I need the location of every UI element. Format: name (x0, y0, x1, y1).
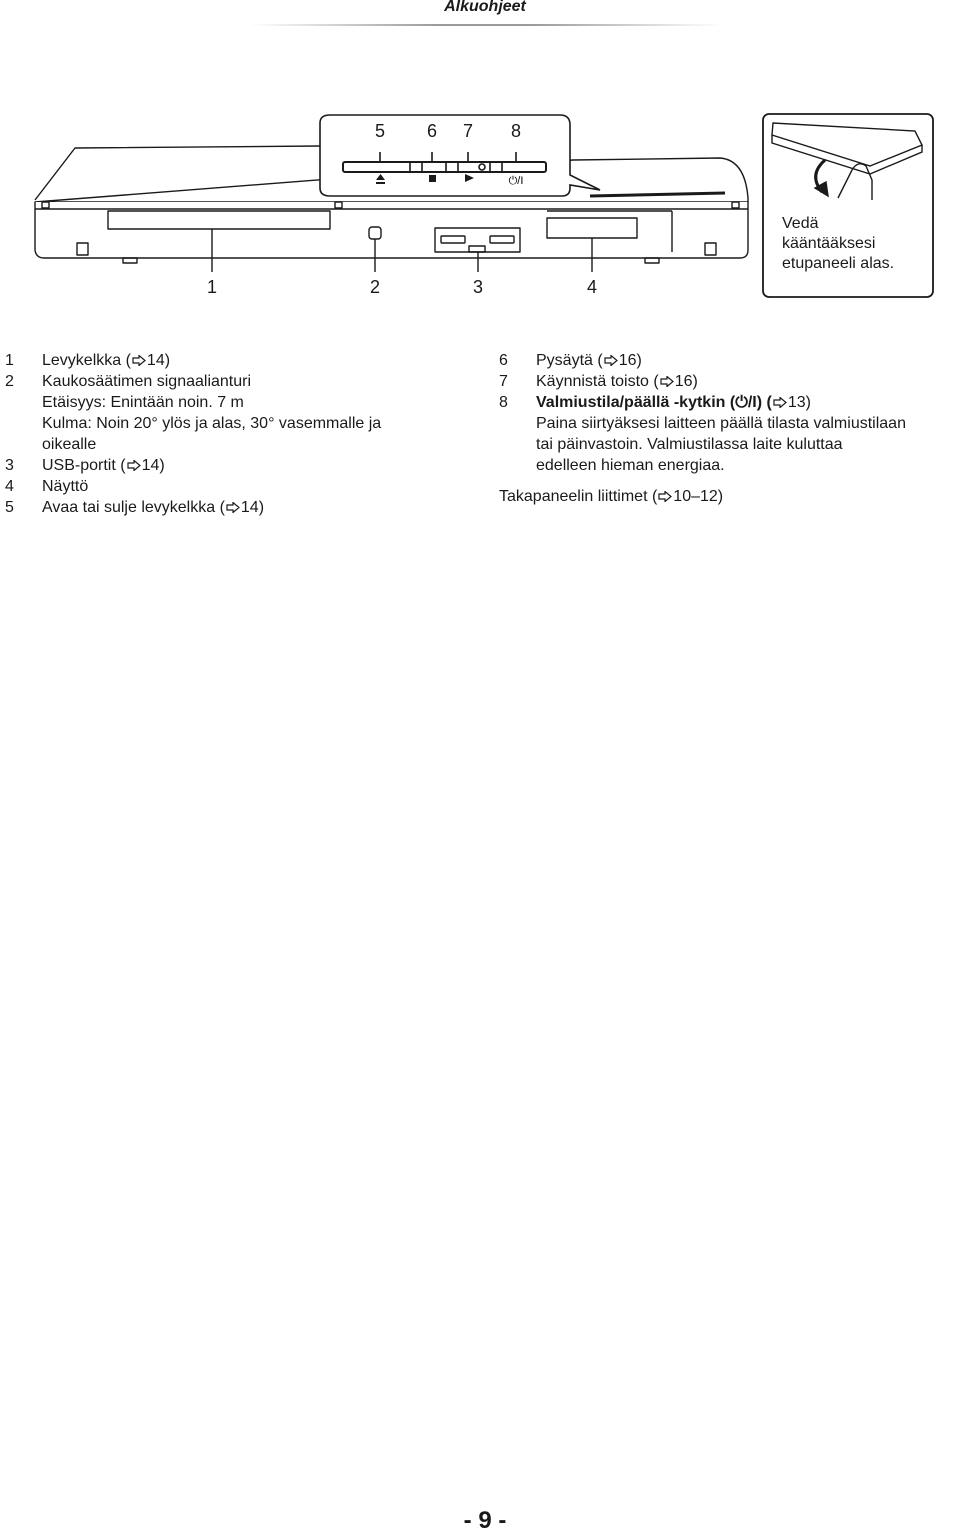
legend-text: Etäisyys: Enintään noin. 7 m (42, 394, 244, 411)
legend-item: 6 Pysäytä ( 16) (499, 352, 642, 369)
inset-caption-line: kääntääksesi (782, 235, 876, 252)
button-callout-box (320, 115, 600, 196)
legend-text: oikealle (42, 436, 97, 453)
legend-text: edelleen hieman energiaa. (536, 457, 725, 474)
page-ref: 14 (141, 457, 160, 474)
legend-text: Valmiustila/päällä -kytkin (⏻/I) ( (536, 394, 772, 411)
legend-number: 4 (5, 478, 14, 495)
page-ref: 13 (787, 394, 806, 411)
right-legend-column (499, 350, 959, 507)
inset-caption-line: Vedä (782, 215, 819, 232)
legend-number: 1 (5, 352, 14, 369)
legend-text: Takapaneelin liittimet ( (499, 488, 658, 505)
inset-caption-line: etupaneeli alas. (782, 255, 895, 272)
button-number: 6 (426, 121, 438, 141)
page-ref: 10–12 (673, 488, 718, 505)
device-front-illustration (0, 105, 960, 305)
stop-icon (429, 175, 436, 182)
page-header-title: Alkuohjeet (444, 0, 526, 15)
button-number: 7 (462, 121, 474, 141)
legend-number: 8 (499, 394, 508, 411)
player-foot-right (645, 258, 659, 263)
legend-text: Pysäytä ( (536, 352, 603, 369)
page-ref: 16 (674, 373, 693, 390)
legend-text: Näyttö (42, 478, 89, 495)
legend-number: 2 (5, 373, 14, 390)
callout-number: 2 (369, 277, 381, 297)
page-ref-arrow-icon (660, 376, 674, 387)
page-number: - 9 - (463, 1507, 507, 1534)
legend-item: 7 Käynnistä toisto ( 16) (499, 373, 698, 390)
legend-text: Käynnistä toisto ( (536, 373, 659, 390)
legend-number: 3 (5, 457, 14, 474)
legend-text: Paina siirtyäksesi laitteen päällä tilasta valmiustilaan (536, 415, 906, 432)
legend-item (5, 476, 465, 497)
player-foot-left (123, 258, 137, 263)
page-ref: 16 (618, 352, 637, 369)
inset-caption (782, 214, 932, 274)
callout-number: 3 (472, 277, 484, 297)
legend-text: Avaa tai sulje levykelkka ( (42, 499, 225, 516)
left-legend-column (5, 350, 465, 518)
page-ref-arrow-icon (226, 502, 240, 513)
rear-panel-note: Takapaneelin liittimet ( 10–12) (499, 488, 724, 505)
button-number: 5 (374, 121, 386, 141)
callout-number: 4 (586, 277, 598, 297)
legend-text: tai päinvastoin. Valmiustilassa laite kuluttaa (536, 436, 843, 453)
page-ref: 14 (240, 499, 259, 516)
page-ref-arrow-icon (127, 460, 141, 471)
page-ref-arrow-icon (132, 355, 146, 366)
legend-item (5, 371, 465, 455)
legend-number: 5 (5, 499, 14, 516)
button-number: 8 (510, 121, 522, 141)
legend-item: 1 Levykelkka ( 14) (5, 352, 171, 369)
callout-number: 1 (206, 277, 218, 297)
legend-item: 3 USB-portit ( 14) (5, 457, 165, 474)
page-ref-arrow-icon (773, 397, 787, 408)
legend-text: Kaukosäätimen signaalianturi (42, 373, 252, 390)
legend-number: 6 (499, 352, 508, 369)
page-ref-arrow-icon (604, 355, 618, 366)
legend-item: 5 Avaa tai sulje levykelkka ( 14) (5, 499, 265, 516)
legend-item: 8 Valmiustila/päällä -kytkin (⏻/I) ( 13) Paina siirtyäksesi laitteen päällä tilasta valmiustilaan tai päinvastoin. Valmiustilassa laite kuluttaa edelleen hieman energiaa. (499, 392, 959, 476)
page-ref-arrow-icon (658, 491, 672, 502)
legend-text: Levykelkka ( (42, 352, 131, 369)
header-rule (250, 24, 720, 26)
legend-text: Kulma: Noin 20° ylös ja alas, 30° vasemmalle ja (42, 415, 382, 432)
legend-text: USB-portit ( (42, 457, 126, 474)
power-icon: ⏻/I (508, 175, 524, 187)
legend-number: 7 (499, 373, 508, 390)
page-ref: 14 (146, 352, 165, 369)
